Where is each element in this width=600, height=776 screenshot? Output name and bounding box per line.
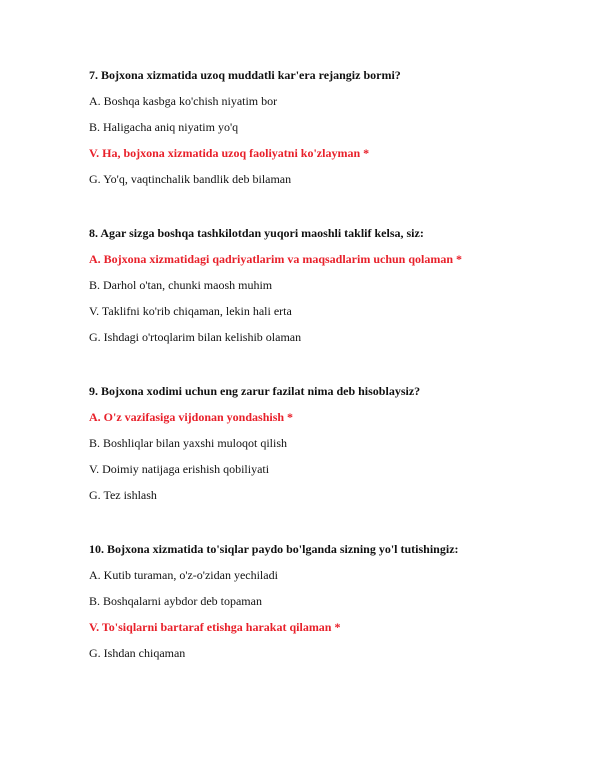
question-9 [89, 384, 579, 502]
question-10 [89, 542, 579, 660]
option-g: G. Ishdagi o'rtoqlarim bilan kelishib olaman [89, 330, 302, 344]
option-a: A. Kutib turaman, o'z-o'zidan yechiladi [89, 568, 278, 582]
option-a-correct: A. Bojxona xizmatidagi qadriyatlarim va maqsadlarim uchun qolaman * [89, 252, 463, 266]
option-g: G. Ishdan chiqaman [89, 646, 186, 660]
question-title: 9. Bojxona xodimi uchun eng zarur fazilat nima deb hisoblaysiz? [89, 384, 421, 398]
question-8 [89, 226, 579, 344]
option-b: B. Boshliqlar bilan yaxshi muloqot qilish [89, 436, 287, 450]
question-title: 7. Bojxona xizmatida uzoq muddatli kar'era rejangiz bormi? [89, 68, 401, 82]
question-7 [89, 68, 579, 186]
document-page [89, 68, 579, 700]
option-v-correct: V. To'siqlarni bartaraf etishga harakat qilaman * [89, 620, 341, 634]
option-g: G. Yo'q, vaqtinchalik bandlik deb bilaman [89, 172, 292, 186]
question-title: 8. Agar sizga boshqa tashkilotdan yuqori maoshli taklif kelsa, siz: [89, 226, 424, 240]
option-b: B. Darhol o'tan, chunki maosh muhim [89, 278, 273, 292]
option-a-correct: A. O'z vazifasiga vijdonan yondashish * [89, 410, 294, 424]
option-g: G. Tez ishlash [89, 488, 157, 502]
option-b: B. Haligacha aniq niyatim yo'q [89, 120, 239, 134]
option-b: B. Boshqalarni aybdor deb topaman [89, 594, 262, 608]
option-v-correct: V. Ha, bojxona xizmatida uzoq faoliyatni ko'zlayman * [89, 146, 370, 160]
option-v: V. Taklifni ko'rib chiqaman, lekin hali erta [89, 304, 292, 318]
option-v: V. Doimiy natijaga erishish qobiliyati [89, 462, 270, 476]
option-a: A. Boshqa kasbga ko'chish niyatim bor [89, 94, 278, 108]
question-title: 10. Bojxona xizmatida to'siqlar paydo bo'lganda sizning yo'l tutishingiz: [89, 542, 459, 556]
